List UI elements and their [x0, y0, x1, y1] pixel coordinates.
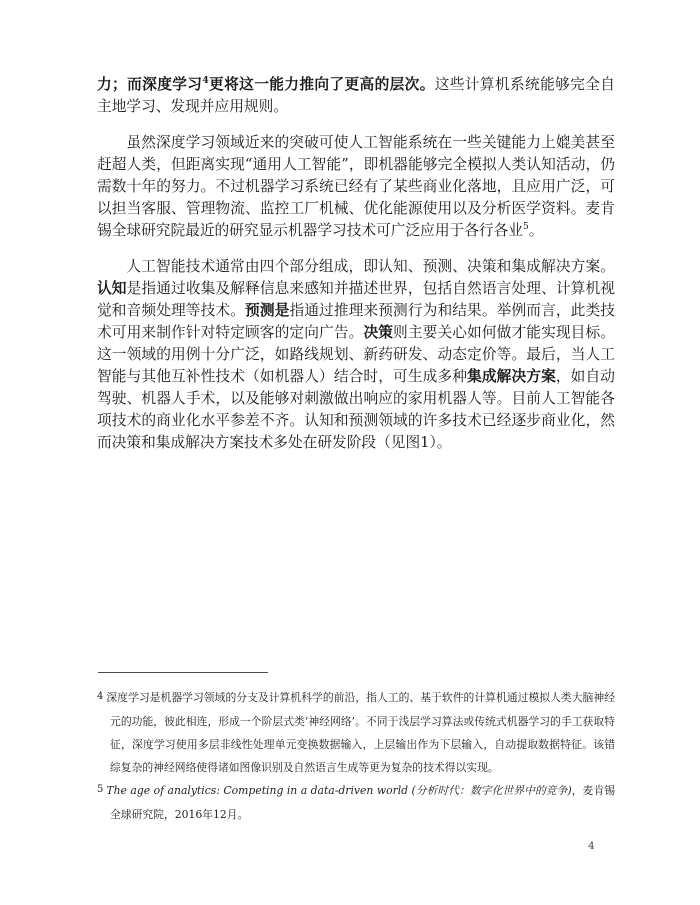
- paragraph-general-ai-outlook: 虽然深度学习领域近来的突破可使人工智能系统在一些关键能力上媲美甚至赶超人类，但距离实现“通用人工智能”，即机器能够完全模拟人类认知活动，仍需数十年的努力。不过机器学习系统已经有了某些商业化落地，且应用广泛，可以担当客服、管理物流、监控工厂机械、优化能源使用以及分析医学资料。麦肯锡全球研究院最近的研究显示机器学习技术可广泛应用于各行各业$^5$。: [97, 134, 615, 239]
- paragraph-ai-four-components: 人工智能技术通常由四个部分组成，即认知、预测、决策和集成解决方案。认知是指通过收集及解释信息来感知并描述世界，包括自然语言处理、计算机视觉和音频处理等技术。预测是指通过推理来预测行为和结果。举例而言，此类技术可用来制作针对特定顾客的定向广告。决策则主要关心如何做才能实现目标。这一领域的用例十分广泛，如路线规划、新药研发、动态定价等。最后，当人工智能与其他互补性技术（如机器人）结合时，可生成多种集成解决方案，如自动驾驶、机器人手术，以及能够对刺激做出响应的家用机器人等。目前人工智能各项技术的商业化水平参差不齐。认知和预测领域的许多技术已经逐步商业化，然而决策和集成解决方案技术多处在研发阶段（见图1）。: [97, 258, 615, 451]
- body-text-block: [97, 74, 615, 468]
- page-number: 4: [588, 840, 595, 852]
- footnote-4-marker: 4: [97, 691, 104, 702]
- footnote-5-marker: 5: [97, 784, 104, 795]
- footnote-4-text: 深度学习是机器学习领域的分支及计算机科学的前沿，指人工的、基于软件的计算机通过模拟人类大脑神经元的功能，彼此相连，形成一个阶层式类‘神经网络’。不同于浅层学习算法或传统式机器学习的手工获取特征，深度学习使用多层非线性处理单元变换数据输入，上层输出作为下层输入，自动提取数据特征。该错综复杂的神经网络使得诸如图像识别及自然语言生成等更为复杂的技术得以实现。: [106, 691, 615, 774]
- footnote-5-text: The age of analytics: Competing in a data-driven world (分析时代：数字化世界中的竞争)，麦肯锡全球研究院，2016年12月。: [106, 784, 615, 821]
- footnote-4: [97, 686, 615, 779]
- paragraph-deep-learning-continued: 力；而深度学习$^4$更将这一能力推向了更高的层次。这些计算机系统能够完全自主地学习、发现并应用规则。: [97, 75, 615, 115]
- footnote-separator-rule: [98, 672, 268, 673]
- footnote-5: [97, 779, 615, 826]
- footnotes-section: [97, 672, 615, 826]
